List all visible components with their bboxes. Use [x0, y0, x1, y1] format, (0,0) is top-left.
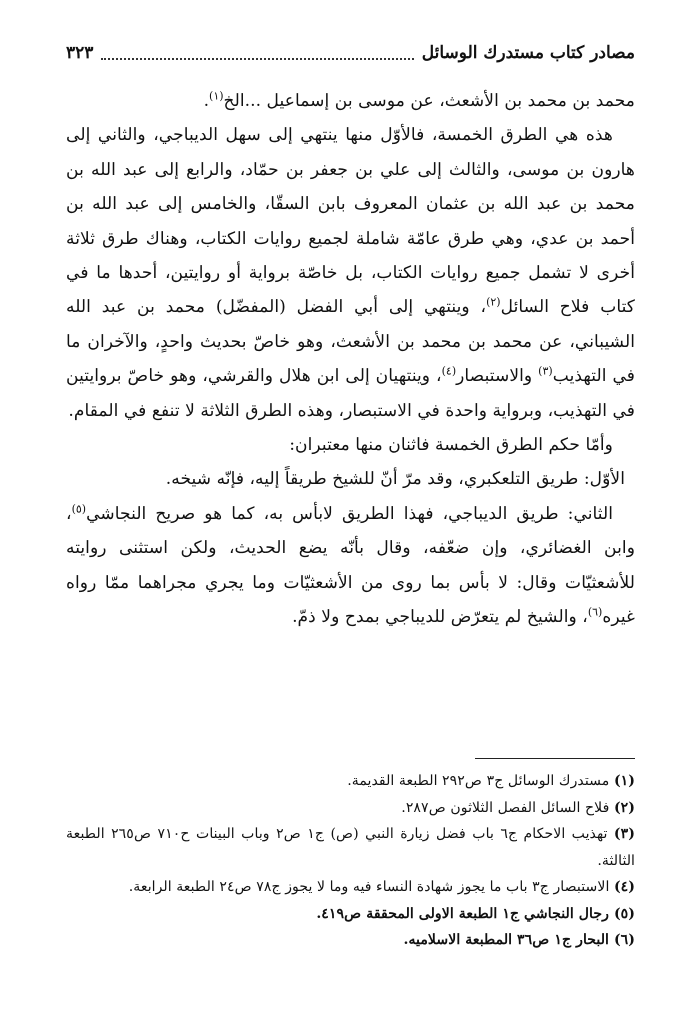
- footnote-ref: (١): [209, 89, 224, 103]
- footnote-item: (٣) تهذيب الاحكام ج٦ باب فضل زيارة النبي (ص) ج١ ص٢ وباب البينات ح٧١٠ ص٢٦٥ الطبعة الثالثة.: [66, 826, 635, 869]
- footnote-divider: [475, 758, 635, 759]
- footnote-item: (٢) فلاح السائل الفصل الثلاثون ص٢٨٧.: [401, 799, 635, 816]
- main-text: [66, 84, 635, 635]
- header-title: مصادر كتاب مستدرك الوسائل: [421, 43, 635, 63]
- paragraph-five-routes: هذه هي الطرق الخمسة، فالأوّل منها ينتهي إلى سهل الديباجي، والثاني إلى هارون بن موسى، والثالث إلى علي بن جعفر بن حمّاد، والرابع إلى عبد الله بن محمد بن عبد الله بن عثمان المعروف بابن السقّا، والخامس إلى عبد الله بن أحمد بن عدي، وهي طرق عامّة شاملة لجميع روايات الكتاب، وهناك طرق ثلاثة أخرى لا تشمل جميع روايات الكتاب، بل خاصّة برواية أو روايتين، أحدها ما في كتاب فلاح السائل$^{(٢)}$، وينتهي إلى أبي الفضل (المفضّل) محمد بن عبد الله الشيباني، عن محمد بن محمد بن الأشعث، وهو خاصّ بحديث واحدٍ، والآخران ما في التهذيب$^{(٣)}$ والاستبصار$^{(٤)}$، وينتهيان إلى ابن هلال والقرشي، وهو خاصّ بروايتين في التهذيب، وبرواية واحدة في الاستبصار، وهذه الطرق الثلاثة لا تنفع في المقام.: [66, 125, 635, 421]
- paragraph-ruling: وأمّا حكم الطرق الخمسة فاثنان منها معتبران:: [289, 435, 613, 456]
- footnote-ref: (٢): [486, 295, 501, 309]
- footnote-ref: (٤): [441, 364, 457, 378]
- footnote-item: (٤) الاستبصار ج٣ باب ما يجوز شهادة النساء فيه وما لا يجوز ج٧٨ ص٢٤ الطبعة الرابعة.: [128, 879, 635, 895]
- footnote-ref: (٦): [587, 605, 603, 619]
- header-dot-leader: [101, 46, 413, 60]
- footnote-item: (١) مستدرك الوسائل ج٣ ص٢٩٢ الطبعة القديمة.: [347, 773, 635, 789]
- paragraph-first: الأوّل: طريق التلعكبري، وقد مرّ أنّ للشيخ طريقاً إليه، فإنّه شيخه.: [165, 469, 625, 490]
- page-number: ٣٢٣: [66, 43, 94, 63]
- paragraph-continuation: محمد بن محمد بن الأشعث، عن موسى بن إسماعيل ...الخ$^{(١)}$.: [203, 89, 635, 111]
- footnote-ref: (٣): [538, 364, 553, 378]
- running-header: [66, 38, 635, 68]
- paragraph-second: الثاني: طريق الديباجي، فهذا الطريق لابأس به، كما هو صريح النجاشي$^{(٥)}$، وابن الغضائري، وإن ضعّفه، وقال بأنّه يضع الحديث، ولكن استثنى روايته للأشعثيّات وقال: لا بأس بما روى من الأشعثيّات وما يجري مجراهما ممّا رواه غيره$^{(٦)}$، والشيخ لم يتعرّض للديباجي بمدح ولا ذمّ.: [66, 502, 635, 628]
- footnote-ref: (٥): [71, 502, 87, 516]
- footnotes: [66, 768, 635, 954]
- footnote-item: (٥) رجال النجاشي ج١ الطبعة الاولى المحققة ص٤١٩.: [316, 905, 635, 922]
- footnote-item: (٦) البحار ج١ ص٣٦ المطبعة الاسلاميه.: [403, 932, 635, 948]
